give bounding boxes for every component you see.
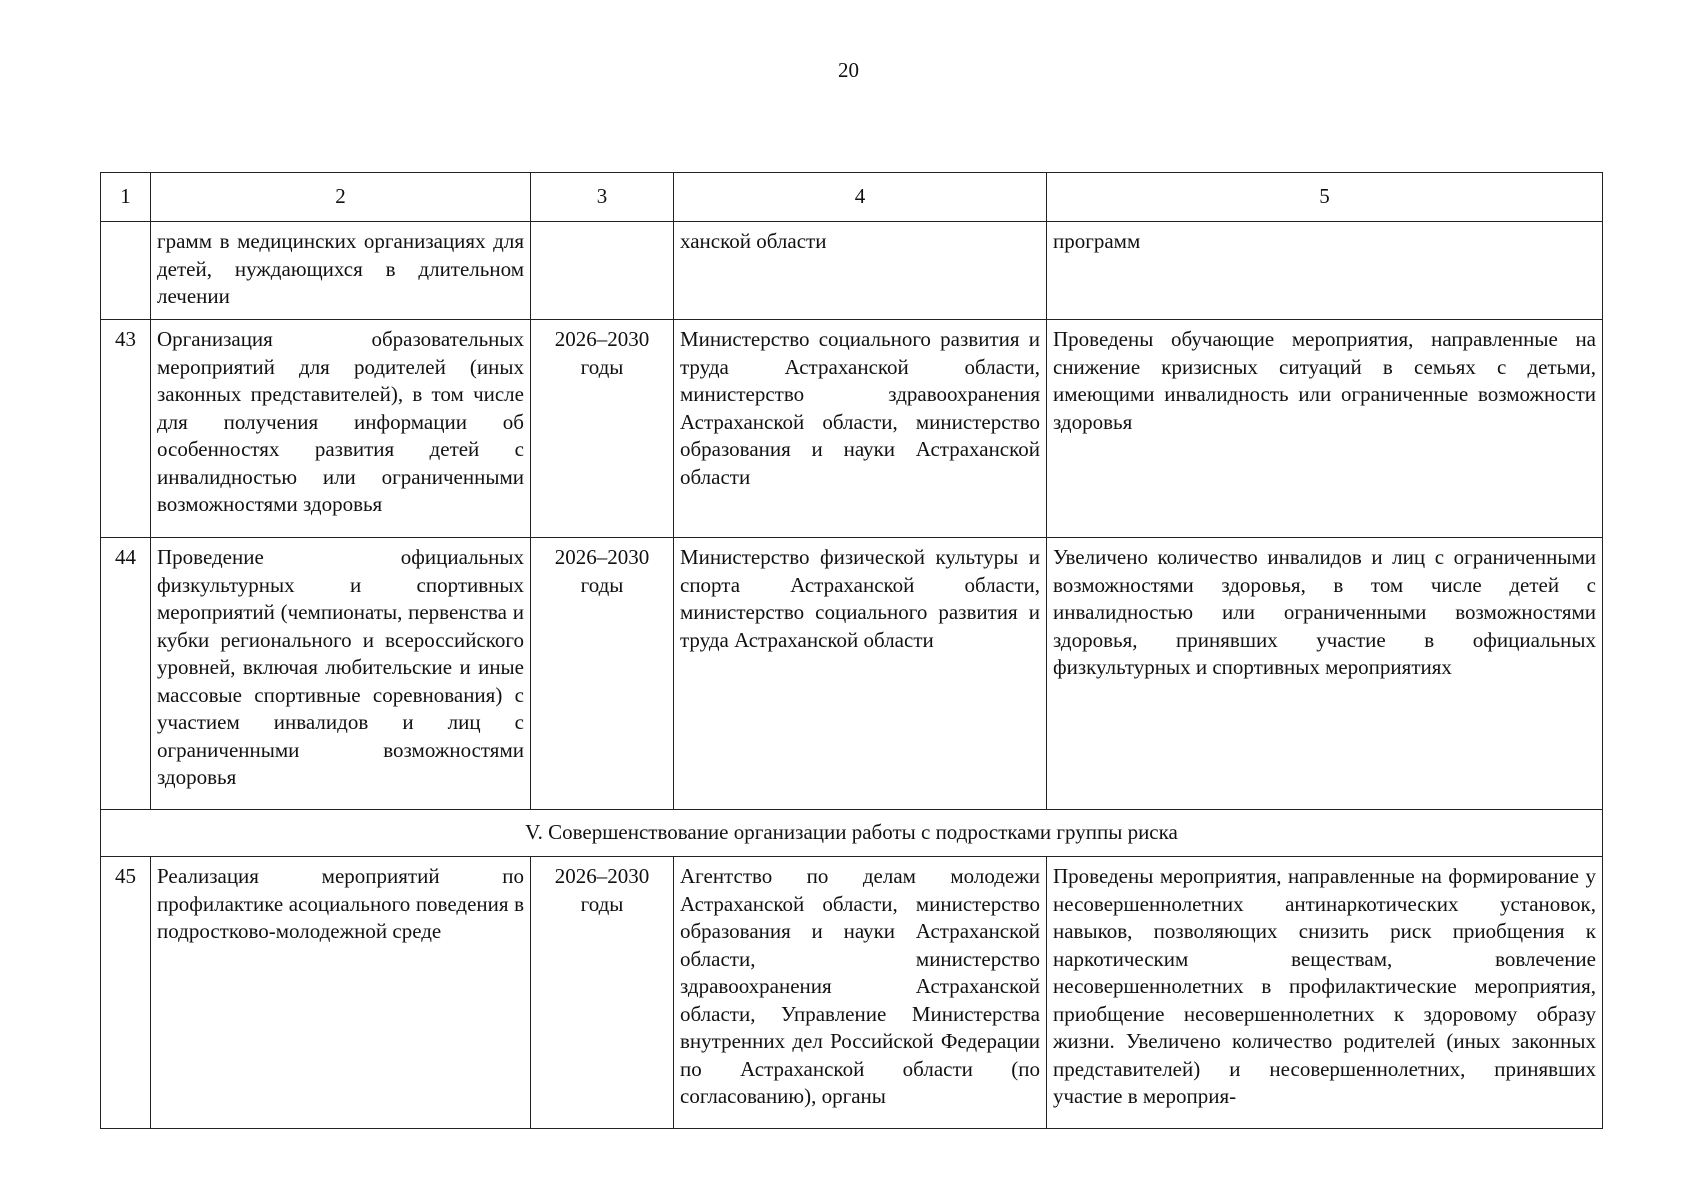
measure-executors: ханской области: [674, 222, 1047, 320]
row-number: 43: [101, 320, 151, 538]
table-row: [101, 857, 1603, 1129]
page-number: 20: [838, 58, 859, 82]
measure-name: грамм в медицинских организациях для детей, нуждающихся в длительном лечении: [151, 222, 531, 320]
table-row: [101, 222, 1603, 320]
section-heading-row: [101, 810, 1603, 857]
measure-result: Увеличено количество инвалидов и лиц с ограниченными возможностями здоровья, в том числе детей с инвалидностью или ограниченными возможностями здоровья, принявших участие в официальных физкультурных и спортивных мероприятиях: [1047, 538, 1603, 810]
header-col-2: 2: [151, 173, 531, 222]
row-number: 45: [101, 857, 151, 1129]
measure-executors: Министерство физической культуры и спорта Астраханской области, министерство социального развития и труда Астраханской области: [674, 538, 1047, 810]
header-col-4: 4: [674, 173, 1047, 222]
measure-result: программ: [1047, 222, 1603, 320]
measure-name: Проведение официальных физкультурных и спортивных мероприятий (чемпионаты, первенства и кубки регионального и всероссийского уровней, включая любительские и иные массовые спортивные соревнования) с участием инвалидов и лиц с ограниченными возможностями здоровья: [151, 538, 531, 810]
measure-executors: Министерство социального развития и труда Астраханской области, министерство здравоохранения Астраханской области, министерство образования и науки Астраханской области: [674, 320, 1047, 538]
row-number: [101, 222, 151, 320]
table-row: [101, 320, 1603, 538]
header-col-3: 3: [531, 173, 674, 222]
header-col-5: 5: [1047, 173, 1603, 222]
measure-period: 2026–2030 годы: [531, 857, 674, 1129]
measures-table: [100, 172, 1603, 1129]
section-heading: V. Совершенствование организации работы с подростками группы риска: [101, 810, 1603, 857]
table-row: [101, 538, 1603, 810]
measure-name: Организация образовательных мероприятий для родителей (иных законных представителей), в том числе для получения информации об особенностях развития детей с инвалидностью или ограниченными возможностями здоровья: [151, 320, 531, 538]
header-col-1: 1: [101, 173, 151, 222]
measure-period: [531, 222, 674, 320]
measure-period: 2026–2030 годы: [531, 538, 674, 810]
table-header-row: [101, 173, 1603, 222]
measure-period: 2026–2030 годы: [531, 320, 674, 538]
measure-name: Реализация мероприятий по профилактике асоциального поведения в подростково-молодежной среде: [151, 857, 531, 1129]
measure-result: Проведены мероприятия, направленные на формирование у несовершеннолетних антинаркотических установок, навыков, позволяющих снизить риск приобщения к наркотическим веществам, вовлечение несовершеннолетних в профилактические мероприятия, приобщение несовершеннолетних к здоровому образу жизни. Увеличено количество родителей (иных законных представителей) и несовершеннолетних, принявших участие в мероприя-: [1047, 857, 1603, 1129]
row-number: 44: [101, 538, 151, 810]
measure-executors: Агентство по делам молодежи Астраханской области, министерство образования и науки Астраханской области, министерство здравоохранения Астраханской области, Управление Министерства внутренних дел Российской Федерации по Астраханской области (по согласованию), органы: [674, 857, 1047, 1129]
measure-result: Проведены обучающие мероприятия, направленные на снижение кризисных ситуаций в семьях с детьми, имеющими инвалидность или ограниченные возможности здоровья: [1047, 320, 1603, 538]
